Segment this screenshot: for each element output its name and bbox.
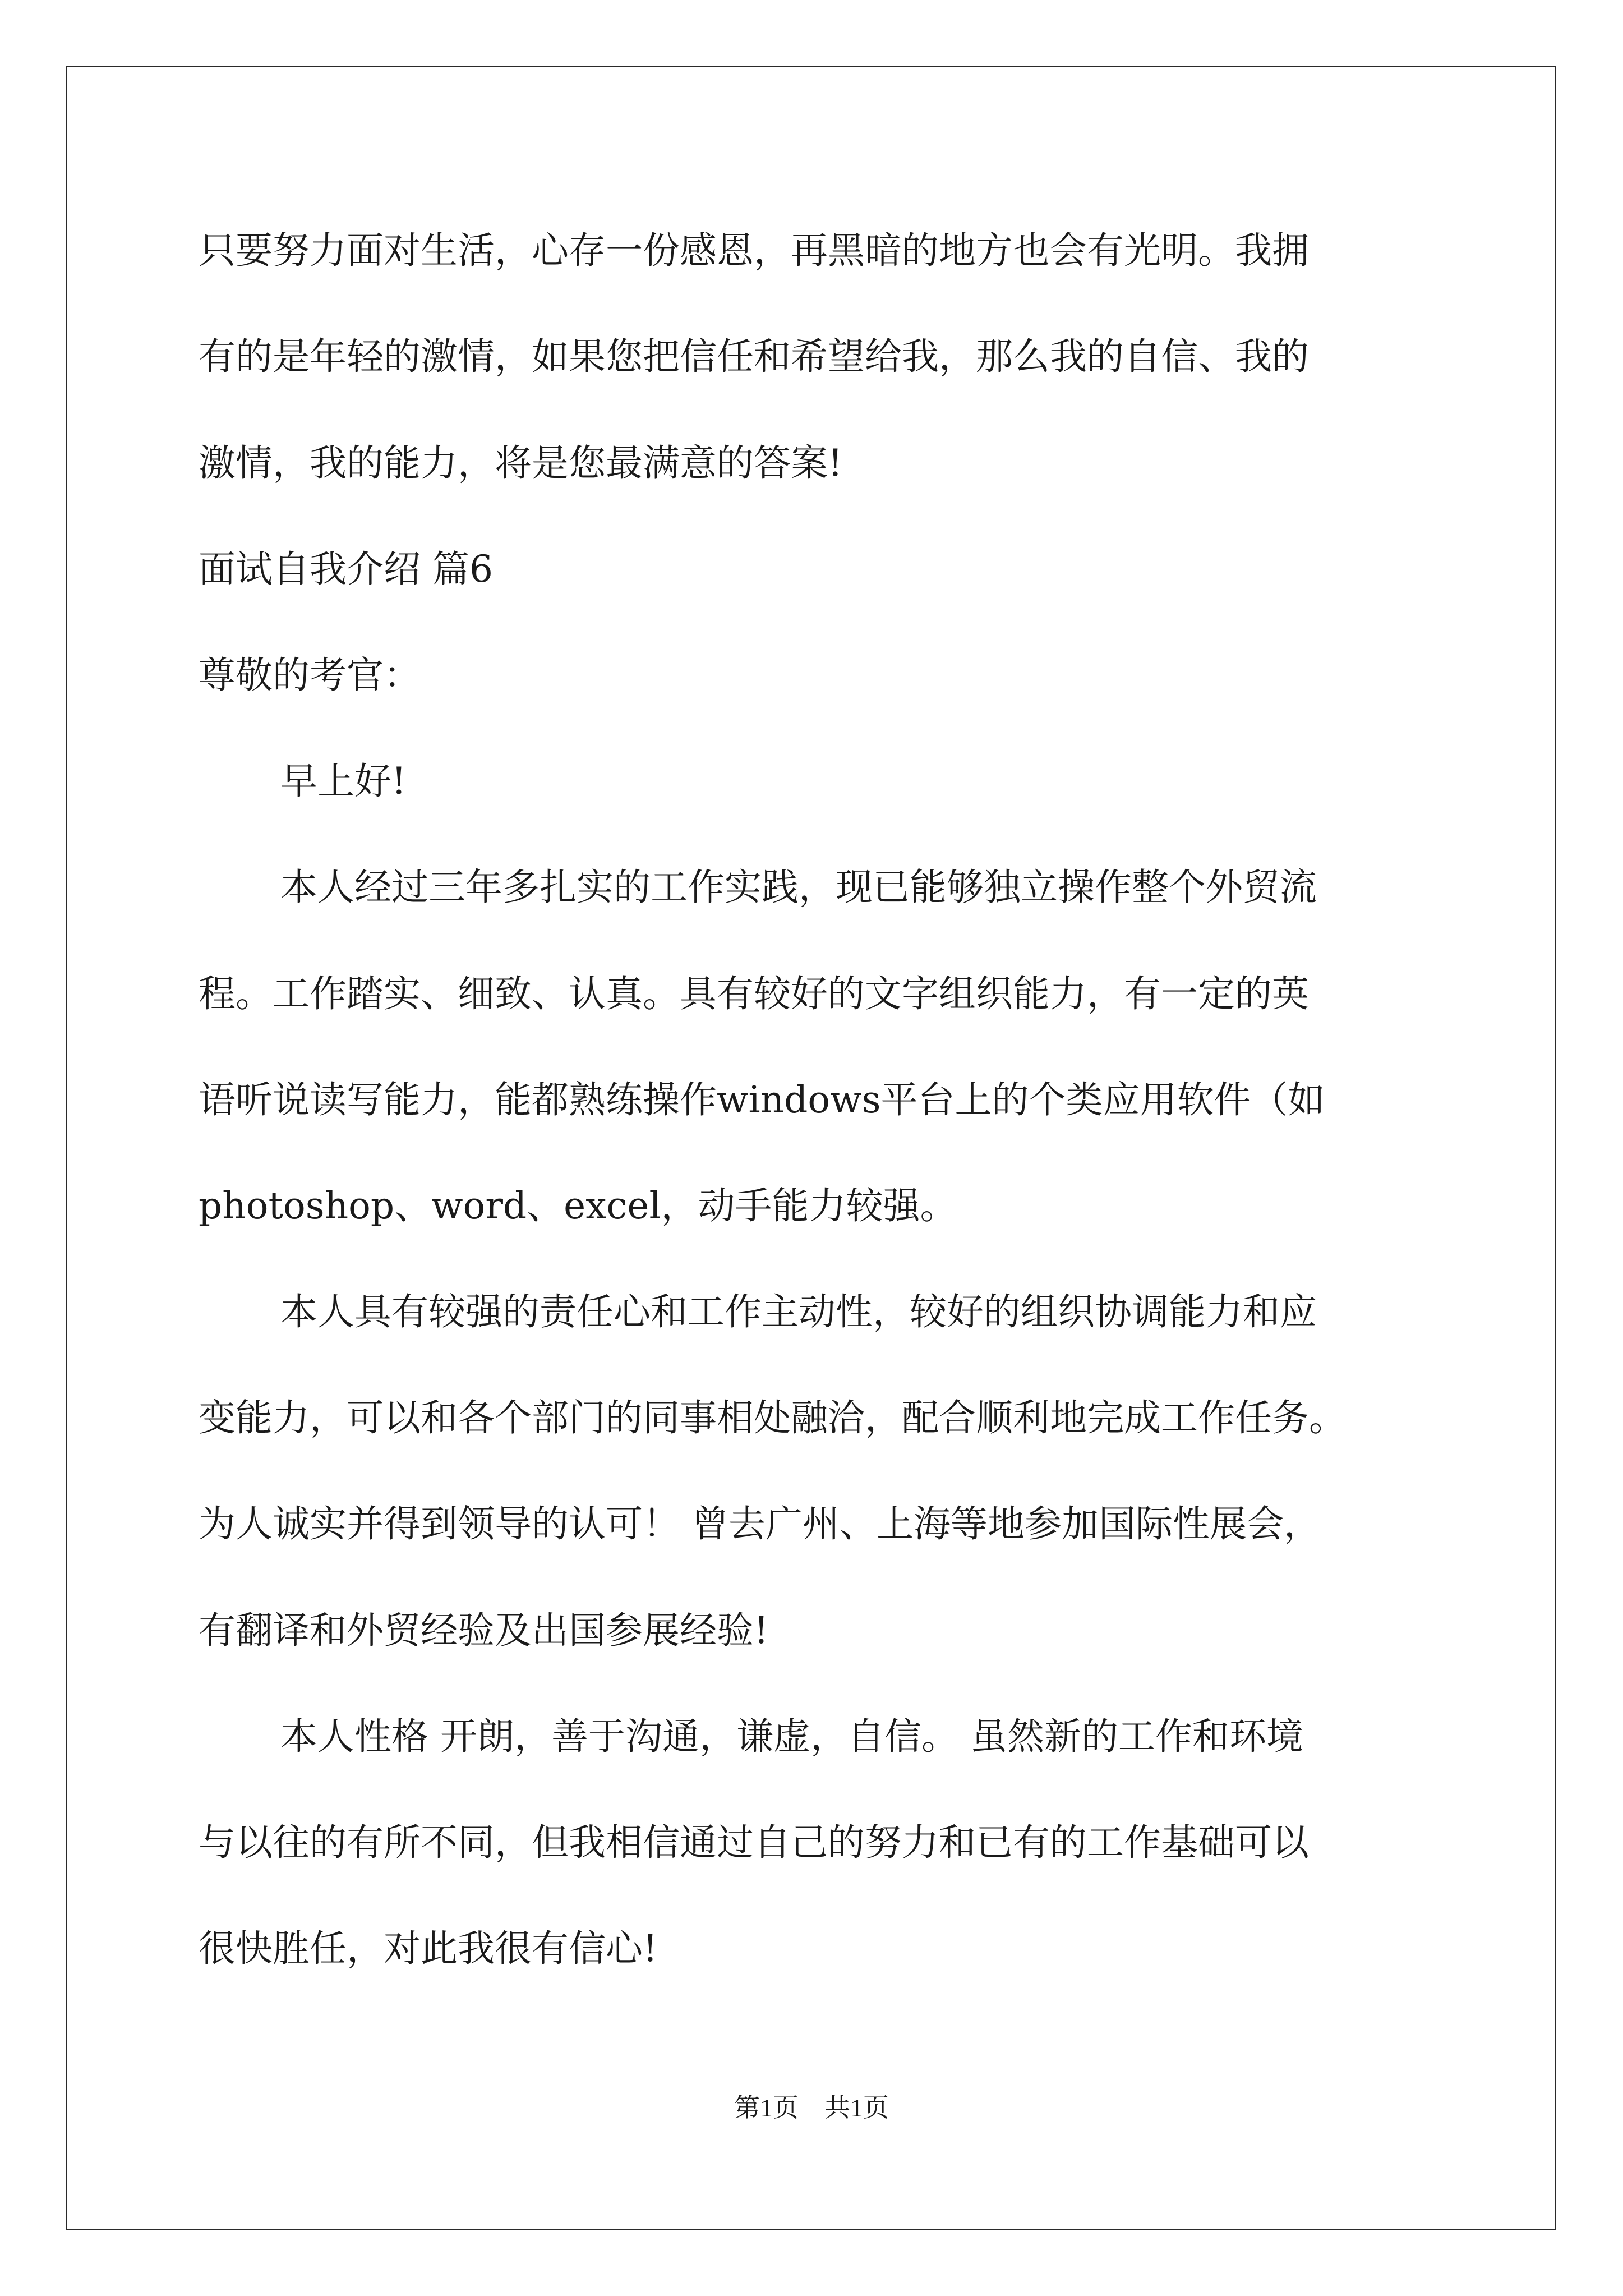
text-line: 变能力，可以和各个部门的同事相处融洽，配合顺利地完成工作任务。: [199, 1396, 1346, 1439]
text-line: photoshop、word、excel，动手能力较强。: [199, 1184, 957, 1227]
text-line: 本人性格 开朗，善于沟通，谦虚，自信。 虽然新的工作和环境: [280, 1715, 1303, 1758]
section-heading: 面试自我介绍 篇6: [199, 547, 493, 591]
page-number-footer: 第1页 共1页: [734, 2093, 889, 2122]
salutation: 尊敬的考官：: [199, 654, 421, 697]
text-line: 只要努力面对生活，心存一份感恩，再黑暗的地方也会有光明。我拥: [199, 229, 1309, 272]
text-line: 有翻译和外贸经验及出国参展经验!: [199, 1609, 769, 1652]
text-line: 很快胜任，对此我很有信心!: [199, 1927, 658, 1970]
page-border: [66, 66, 1556, 2230]
text-line: 本人具有较强的责任心和工作主动性，较好的组织协调能力和应: [280, 1290, 1317, 1333]
text-line: 为人诚实并得到领导的认可！ 曾去广州、上海等地参加国际性展会，: [199, 1502, 1321, 1545]
text-line: 与以往的有所不同，但我相信通过自己的努力和已有的工作基础可以: [199, 1821, 1309, 1864]
text-line: 激情，我的能力，将是您最满意的答案!: [199, 441, 843, 485]
greeting: 早上好!: [280, 760, 407, 803]
text-line: 程。工作踏实、细致、认真。具有较好的文字组织能力，有一定的英: [199, 972, 1309, 1015]
text-line: 本人经过三年多扎实的工作实践，现已能够独立操作整个外贸流: [280, 866, 1317, 909]
text-line: 有的是年轻的激情，如果您把信任和希望给我，那么我的自信、我的: [199, 335, 1309, 378]
text-line: 语听说读写能力，能都熟练操作windows平台上的个类应用软件（如: [199, 1078, 1325, 1121]
